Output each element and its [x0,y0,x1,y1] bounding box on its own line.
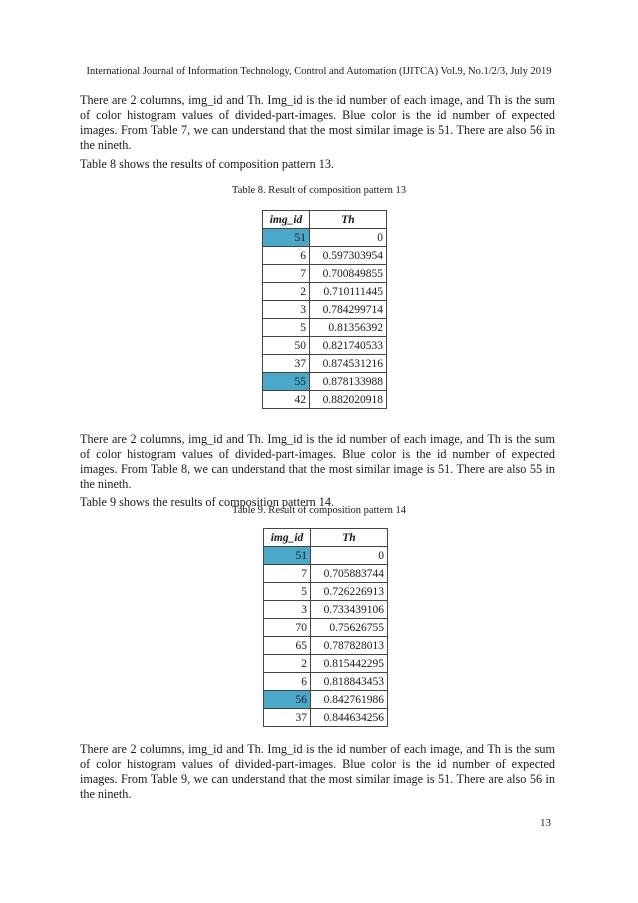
th-value-cell: 0.821740533 [310,337,387,355]
table-row [263,391,387,409]
img-id-cell: 42 [263,391,310,409]
img-id-cell: 7 [263,265,310,283]
img-id-cell: 50 [263,337,310,355]
th-value-cell: 0.874531216 [310,355,387,373]
img-id-cell: 6 [264,673,311,691]
th-value-cell: 0.815442295 [311,655,388,673]
paragraph-table8-discussion: There are 2 columns, img_id and Th. Img_id is the id number of each image, and Th is the sum of color histogram values of divided-part-images. Blue color is the id number of expected images. From Table 8, we can understand that the most similar image is 51. There are also 55 in the nineth. [80,432,555,491]
img-id-cell: 70 [264,619,311,637]
th-value-cell: 0.726226913 [311,583,388,601]
th-value-cell: 0.784299714 [310,301,387,319]
table9-caption: Table 9. Result of composition pattern 14 [232,505,406,516]
table-row [264,673,388,691]
img-id-cell: 56 [264,691,311,709]
column-header-img-id: img_id [263,211,310,229]
running-header: International Journal of Information Technology, Control and Automation (IJITCA) Vol.9, No.1/2/3, July 2019 [86,66,552,77]
img-id-cell: 2 [264,655,311,673]
table-row [263,283,387,301]
th-value-cell: 0.81356392 [310,319,387,337]
table-row [263,301,387,319]
page-number: 13 [540,817,551,829]
img-id-cell: 55 [263,373,310,391]
table-row [264,547,388,565]
table8-caption: Table 8. Result of composition pattern 13 [232,185,406,196]
paragraph-table9-discussion: There are 2 columns, img_id and Th. Img_id is the id number of each image, and Th is the sum of color histogram values of divided-part-images. Blue color is the id number of expected images. From Table 9, we can understand that the most similar image is 51. There are also 56 in the nineth. [80,742,555,801]
table8 [262,210,387,409]
table-row [263,247,387,265]
table-row [264,619,388,637]
table-row [263,319,387,337]
th-value-cell: 0.700849855 [310,265,387,283]
table-row [264,565,388,583]
th-value-cell: 0.733439106 [311,601,388,619]
img-id-cell: 51 [263,229,310,247]
img-id-cell: 6 [263,247,310,265]
column-header-th: Th [311,529,388,547]
table-row [263,229,387,247]
img-id-cell: 7 [264,565,311,583]
th-value-cell: 0.787828013 [311,637,388,655]
th-value-cell: 0.710111445 [310,283,387,301]
column-header-th: Th [310,211,387,229]
table-row [264,637,388,655]
th-value-cell: 0.75626755 [311,619,388,637]
img-id-cell: 5 [263,319,310,337]
table-row [263,355,387,373]
paragraph-table9-intro: Table 9 shows the results of composition pattern 14. [80,495,335,509]
img-id-cell: 3 [264,601,311,619]
paragraph-table8-intro: Table 8 shows the results of composition pattern 13. [80,157,335,171]
table-row [264,709,388,727]
table-row [263,265,387,283]
th-value-cell: 0.818843453 [311,673,388,691]
paragraph-table7-discussion: There are 2 columns, img_id and Th. Img_id is the id number of each image, and Th is the sum of color histogram values of divided-part-images. Blue color is the id number of expected images. From Table 7, we can understand that the most similar image is 51. There are also 56 in the nineth. [80,93,555,152]
table-row [264,691,388,709]
th-value-cell: 0.882020918 [310,391,387,409]
th-value-cell: 0 [311,547,388,565]
img-id-cell: 37 [264,709,311,727]
column-header-img-id: img_id [264,529,311,547]
table-row [263,373,387,391]
img-id-cell: 5 [264,583,311,601]
table-row [264,583,388,601]
table9 [263,528,388,727]
table-row [263,337,387,355]
th-value-cell: 0.705883744 [311,565,388,583]
img-id-cell: 37 [263,355,310,373]
img-id-cell: 3 [263,301,310,319]
th-value-cell: 0.842761986 [311,691,388,709]
table-row [264,655,388,673]
th-value-cell: 0.878133988 [310,373,387,391]
img-id-cell: 51 [264,547,311,565]
th-value-cell: 0.597303954 [310,247,387,265]
th-value-cell: 0.844634256 [311,709,388,727]
th-value-cell: 0 [310,229,387,247]
img-id-cell: 2 [263,283,310,301]
table-row [264,601,388,619]
img-id-cell: 65 [264,637,311,655]
